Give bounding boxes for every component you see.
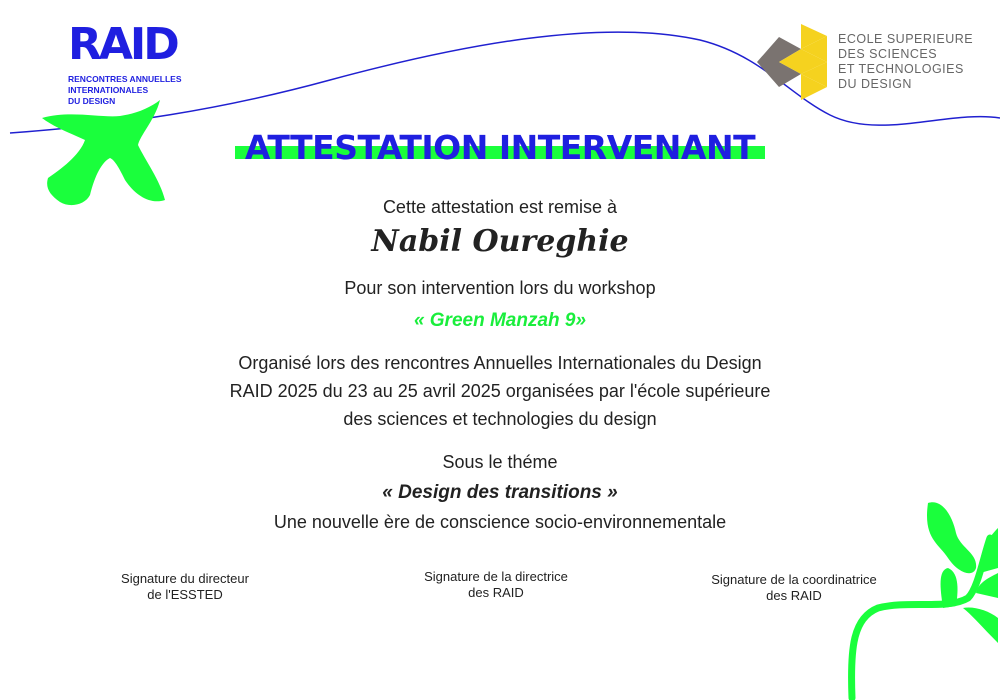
intro-text: Cette attestation est remise à <box>382 197 618 217</box>
raid-subtitle-line: RENCONTRES ANNUELLES <box>68 74 182 84</box>
signature-director <box>75 571 295 603</box>
signature-coordinator <box>684 572 904 604</box>
theme-title: « Design des transitions » <box>382 482 618 503</box>
certificate-title: ATTESTATION INTERVENANT <box>241 128 759 167</box>
signature-label: Signature du directeur <box>121 571 249 586</box>
signature-label: des RAID <box>766 588 822 603</box>
recipient-name: Nabil Oureghie <box>371 224 629 259</box>
raid-subtitle-line: DU DESIGN <box>68 96 116 106</box>
theme-subtitle: Une nouvelle ère de conscience socio-environnementale <box>273 512 727 532</box>
signature-label: Signature de la coordinatrice <box>711 572 877 587</box>
esstd-logo-text <box>838 32 973 92</box>
signature-label: de l'ESSTED <box>147 587 223 602</box>
signature-raid-director <box>386 569 606 601</box>
theme-label: Sous le théme <box>442 452 558 472</box>
esstd-line: ET TECHNOLOGIES <box>838 62 964 76</box>
esstd-line: ECOLE SUPERIEURE <box>838 32 974 46</box>
details-paragraph <box>0 349 1000 433</box>
esstd-line: DU DESIGN <box>838 77 912 91</box>
purpose-text: Pour son intervention lors du workshop <box>344 278 656 298</box>
details-line: des sciences et technologies du design <box>343 409 657 429</box>
raid-logo-wordmark: RAID <box>68 19 177 70</box>
signature-label: des RAID <box>468 585 524 600</box>
esstd-logo-icon <box>757 24 829 100</box>
raid-logo <box>68 18 182 107</box>
signature-label: Signature de la directrice <box>424 569 568 584</box>
esstd-line: DES SCIENCES <box>838 47 938 61</box>
details-line: Organisé lors des rencontres Annuelles Internationales du Design <box>238 353 762 373</box>
title-container <box>0 128 1000 167</box>
raid-subtitle-line: INTERNATIONALES <box>68 85 149 95</box>
details-line: RAID 2025 du 23 au 25 avril 2025 organisées par l'école supérieure <box>229 381 771 401</box>
raid-logo-subtitle <box>68 74 182 107</box>
workshop-name: « Green Manzah 9» <box>413 310 587 331</box>
